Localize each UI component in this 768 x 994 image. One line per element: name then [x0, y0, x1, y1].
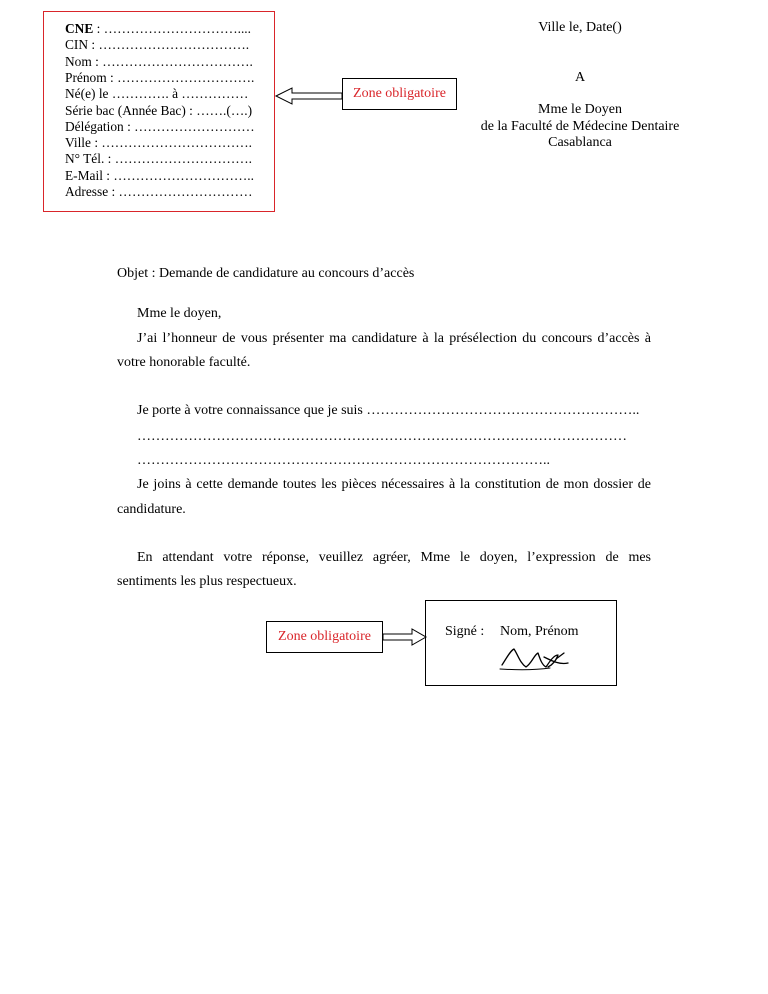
bac-field[interactable]: Série bac (Année Bac) : …….(….) [65, 102, 253, 118]
ville-field[interactable]: Ville : ……………………………. [65, 135, 253, 151]
city-date: Ville le, Date() [538, 20, 622, 35]
para2-line1[interactable]: Je porte à votre connaissance que je suis ………………………………………………….. [137, 403, 640, 418]
prenom-field[interactable]: Prénom : …………………………. [65, 69, 255, 85]
address-field[interactable]: Adresse : ………………………… [65, 184, 253, 199]
zone-obligatoire-top [342, 78, 457, 110]
zone-obligatoire-label: Zone obligatoire [353, 86, 446, 101]
handwritten-signature [496, 643, 576, 675]
delegation-field[interactable]: Délégation : ……………………… [65, 118, 255, 134]
para2-line3[interactable]: …………………………………………………………………………….. [137, 453, 550, 468]
para2-line2[interactable]: …………………………………………………………………………………………… [137, 429, 627, 444]
para4-line2: sentiments les plus respectueux. [117, 574, 297, 589]
letter-salutation: Mme le doyen, [137, 306, 222, 321]
para1-line1: J’ai l’honneur de vous présenter ma candidature à la présélection du concours d’accès à [137, 331, 651, 346]
cin-field[interactable]: CIN : ……………………………. [65, 37, 250, 53]
signed-label: Signé : [445, 624, 485, 639]
recipient-city: Casablanca [548, 135, 612, 150]
para4-line1: En attendant votre réponse, veuillez agréer, Mme le doyen, l’expression de mes [137, 550, 651, 565]
para3-line2: candidature. [117, 502, 186, 517]
recipient-a: A [574, 70, 586, 85]
letter-subject: Objet : Demande de candidature au concours d’accès [117, 266, 415, 281]
cne-field[interactable]: CNE : ………………………….... [65, 21, 251, 36]
signature-box[interactable] [425, 600, 617, 686]
name-placeholder: Nom, Prénom [500, 624, 579, 639]
identity-box [43, 11, 275, 212]
phone-field[interactable]: N° Tél. : …………………………. [65, 151, 252, 167]
nom-field[interactable]: Nom : ……………………………. [65, 53, 253, 69]
recipient-faculty: de la Faculté de Médecine Dentaire [480, 118, 680, 134]
zone-obligatoire-bottom [266, 621, 383, 653]
birth-field[interactable]: Né(e) le …………. à …………… [65, 86, 249, 102]
para3-line1: Je joins à cette demande toutes les pièces nécessaires à la constitution de mon dossier de [137, 477, 651, 492]
recipient-name: Mme le Doyen [538, 102, 622, 117]
email-field[interactable]: E-Mail : ………………………….. [65, 167, 254, 183]
right-arrow-icon [382, 627, 428, 647]
para1-line2: votre honorable faculté. [117, 355, 251, 370]
zone-obligatoire-label: Zone obligatoire [278, 629, 371, 644]
left-arrow-icon [274, 86, 344, 106]
